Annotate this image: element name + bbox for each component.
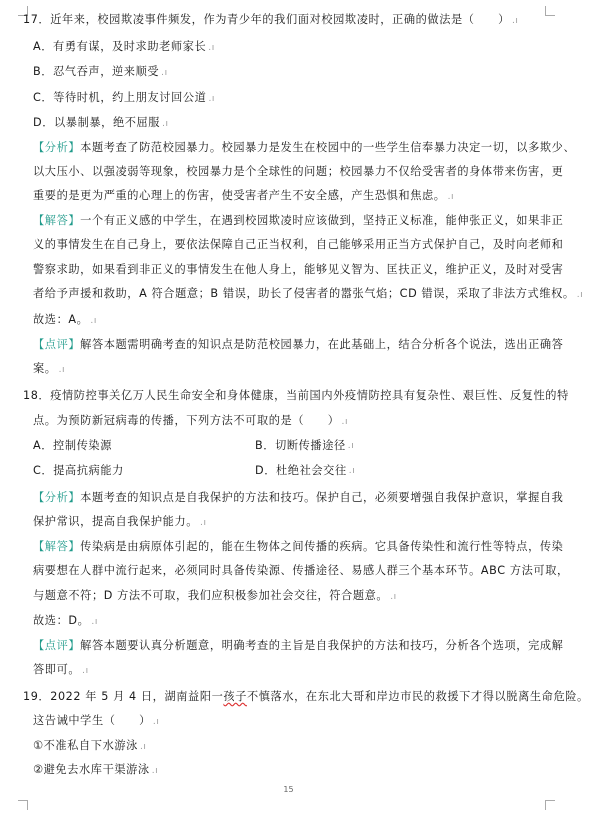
question-18-option-b: B．切断传播途径: [255, 439, 346, 452]
q17-analysis-line-3: 重要的是更为严重的心理上的伤害，使受害者产生不安全感，产生恐惧和焦虑。 .ı: [33, 189, 455, 202]
question-18-options-row-1: A．控制传染源 B．切断传播途径 .ı: [33, 439, 355, 452]
comment-tag: 【点评】: [33, 338, 81, 351]
q18-answer-line-1: 【解答】传染病是由病原体引起的，能在生物体之间传播的疾病。它具备传染性和流行性等特点，传染: [33, 540, 564, 553]
question-18-options-row-2: C．提高抗病能力 D．杜绝社会交往 .ı: [33, 464, 356, 477]
question-19-stem-line-1: 19．2022 年 5 月 4 日，湖南益阳一孩子不慎落水，在东北大哥和岸边市民的救援下才得以脱离生命危险。: [23, 690, 589, 703]
q18-analysis-line-1: 【分析】本题考查的知识点是自我保护的方法和技巧。保护自己，必须要增强自我保护意识，掌握自我: [33, 491, 564, 504]
question-17-stem: 17．近年来，校园欺凌事件频发，作为青少年的我们面对校园欺凌时，正确的做法是（ ） .ı: [23, 13, 519, 26]
question-17-option-d: D．以暴制暴，绝不屈服 .ı: [33, 116, 169, 129]
question-18-stem-line-2: 点。为预防新冠病毒的传播，下列方法不可取的是（ ） .ı: [33, 414, 349, 427]
question-18-option-d: D．杜绝社会交往: [255, 464, 347, 477]
q18-comment-line-2: 答即可。 .ı: [33, 663, 89, 676]
spellcheck-underline: 孩子: [223, 690, 247, 703]
q17-comment-line-2: 案。 .ı: [33, 362, 66, 375]
q17-answer-line-2: 义的事情发生在自己身上，要依法保障自己正当权利，自己能够采用正当方式保护自己，及时向老师和: [33, 238, 564, 251]
q18-conclusion: 故选：D。 .ı: [33, 614, 98, 627]
q17-answer-line-1: 【解答】一个有正义感的中学生，在遇到校园欺凌时应该做到，坚持正义标准，能伸张正义，如果非正: [33, 214, 564, 227]
q18-analysis-line-2: 保护常识，提高自我保护能力。 .ı: [33, 515, 207, 528]
q18-answer-line-2: 病要想在人群中流行起来，必须同时具备传染源、传播途径、易感人群三个基本环节。ABC 方法可取，: [33, 564, 569, 577]
answer-tag: 【解答】: [33, 214, 81, 227]
q17-analysis-line-2: 以大压小、以强凌弱等现象，校园暴力是个全球性的问题；校园暴力不仅给受害者的身体带来伤害，更: [33, 165, 564, 178]
answer-tag: 【解答】: [33, 540, 81, 553]
q18-answer-line-3: 与题意不符；D 方法不可取，我们应积极参加社会交往，符合题意。 .ı: [33, 589, 397, 602]
question-17-option-b: B．忍气吞声，逆来顺受 .ı: [33, 65, 168, 78]
page-number: 15: [283, 785, 294, 794]
question-19-item-1: ①不准私自下水游泳 .ı: [33, 739, 147, 752]
q17-answer-line-4: 者给予声援和救助，A 符合题意；B 错误，助长了侵害者的嚣张气焰；CD 错误，采取了非法方式维权。 .ı: [33, 287, 584, 300]
question-19-stem-line-2: 这告诫中学生（ ） .ı: [33, 714, 160, 727]
analysis-tag: 【分析】: [33, 491, 81, 504]
analysis-tag: 【分析】: [33, 141, 81, 154]
crop-mark: [545, 800, 555, 810]
question-18-option-c: C．提高抗病能力: [33, 464, 124, 477]
question-19-item-2: ②避免去水库干渠游泳 .ı: [33, 763, 159, 776]
q17-analysis-line-1: 【分析】本题考查了防范校园暴力。校园暴力是发生在校园中的一些学生信奉暴力决定一切，以多欺少、: [33, 141, 576, 154]
q17-comment-line-1: 【点评】解答本题需明确考查的知识点是防范校园暴力，在此基础上，结合分析各个说法，选出正确答: [33, 338, 564, 351]
question-18-stem-line-1: 18．疫情防控事关亿万人民生命安全和身体健康，当前国内外疫情防控具有复杂性、艰巨性、反复性的特: [23, 389, 569, 402]
crop-mark: [18, 800, 28, 810]
question-18-option-a: A．控制传染源: [33, 439, 112, 452]
comment-tag: 【点评】: [33, 639, 81, 652]
q17-answer-line-3: 警察求助，如果看到非正义的事情发生在他人身上，能够见义智为、匡扶正义，维护正义，及时对受害: [33, 263, 564, 276]
question-17-option-c: C．等待时机，约上朋友讨回公道 .ı: [33, 91, 215, 104]
q18-comment-line-1: 【点评】解答本题要认真分析题意，明确考查的主旨是自我保护的方法和技巧，分析各个选项，完成解: [33, 639, 564, 652]
q17-conclusion: 故选：A。 .ı: [33, 313, 97, 326]
question-17-option-a: A．有勇有谋，及时求助老师家长 .ı: [33, 40, 215, 53]
